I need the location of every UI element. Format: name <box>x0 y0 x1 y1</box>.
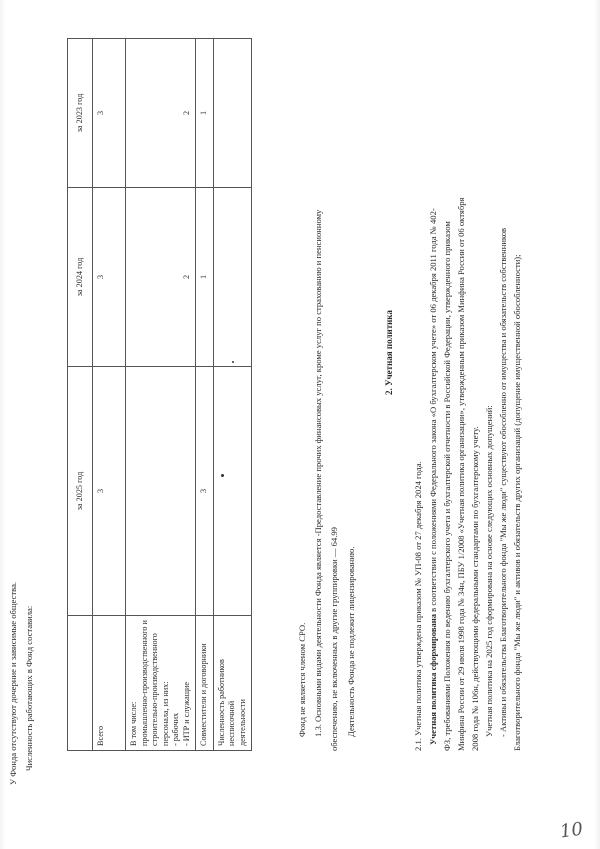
policy-line-2: Учетная политика сформирована в соответствии с положениями Федерального закона «О бухгалтерском учете» от 06 декабря 2011 года № 402- <box>428 208 438 745</box>
intro-subsidiaries: У Фонда отсутствуют дочерние и зависимые общества. <box>8 581 18 785</box>
table-cell: 3 <box>93 39 126 188</box>
table-row <box>213 39 252 751</box>
table-cell-category: Численность работников несписочной деятельности <box>213 616 252 751</box>
staff-table <box>67 38 252 751</box>
sro-statement: Фонд не является членом СРО. <box>297 622 307 737</box>
intro-staff-count: Численность работающих в Фонд составила: <box>24 605 34 771</box>
table-row <box>93 39 126 751</box>
policy-line-7: - Активы и обязательства Благотворительного фонда "Мы же люди" существуют обособленно от имущества и обязательств собственников <box>498 227 508 737</box>
policy-line-4: Минфина России от 29 июля 1998 года № 34н, ПБУ 1/2008 «Учетная политика организации», утвержденным приказом Минфина России от 06 октября <box>456 197 466 751</box>
table-header-cell <box>68 616 93 751</box>
table-cell: 3 <box>93 188 126 367</box>
table-cell: 3 <box>196 367 214 616</box>
policy-line-6: Учетная политика на 2025 год сформирована на основе следующих основных допущений: <box>484 405 494 737</box>
policy-line-5: 2008 года № 106н, действующими федеральными стандартами по бухгалтерскому учету. <box>470 426 480 751</box>
table-cell: 1 <box>196 39 214 188</box>
policy-line-1: 2.1. Учетная политика утверждена приказом № УП-08 от 27 декабря 2024 года. <box>413 461 423 751</box>
table-row <box>196 39 214 751</box>
table-cell-category: Всего <box>93 616 126 751</box>
table-cell <box>213 367 252 616</box>
activity-line-2: обеспечению, не включенных в другие группировки — 64.99 <box>329 527 339 751</box>
table-cell <box>213 188 252 367</box>
activity-line-1: 1.3. Основными видами деятельности Фонда является -Предоставление прочих финансовых услуг, кроме услуг по страхованию и пенсионному <box>313 209 323 737</box>
table-cell-category: В том числе: промышленно-производственного и строительно-производственного персонала, из них: - рабочих - ИТР и служащие <box>126 616 196 751</box>
table-header-cell: за 2025 год <box>68 367 93 616</box>
table-cell: 2 <box>126 39 196 188</box>
table-header-row <box>68 39 93 751</box>
scan-speck <box>232 361 234 363</box>
table-cell <box>126 367 196 616</box>
table-cell-category: Совместители и договорники <box>196 616 214 751</box>
table-header-cell: за 2024 год <box>68 188 93 367</box>
table-cell <box>213 39 252 188</box>
license-statement: Деятельность Фонда не подлежит лицензированию. <box>346 546 356 737</box>
table-header-cell: за 2023 год <box>68 39 93 188</box>
policy-line-8: Благотворительного фонда "Мы же люди" и активов и обязательств других организаций (допущение имущественной обособленности); <box>512 254 522 751</box>
policy-line-3: ФЗ, требованиями Положения по ведению бухгалтерского учета и бухгалтерской отчетности в Российской Федерации, утвержденного приказом <box>442 221 452 751</box>
table-cell: 2 <box>126 188 196 367</box>
scan-speck <box>221 474 224 477</box>
table-row <box>126 39 196 751</box>
table-cell: 1 <box>196 188 214 367</box>
table-cell: 3 <box>93 367 126 616</box>
section-title: 2. Учетная политика <box>384 310 394 395</box>
page-number: 10 <box>558 818 585 843</box>
